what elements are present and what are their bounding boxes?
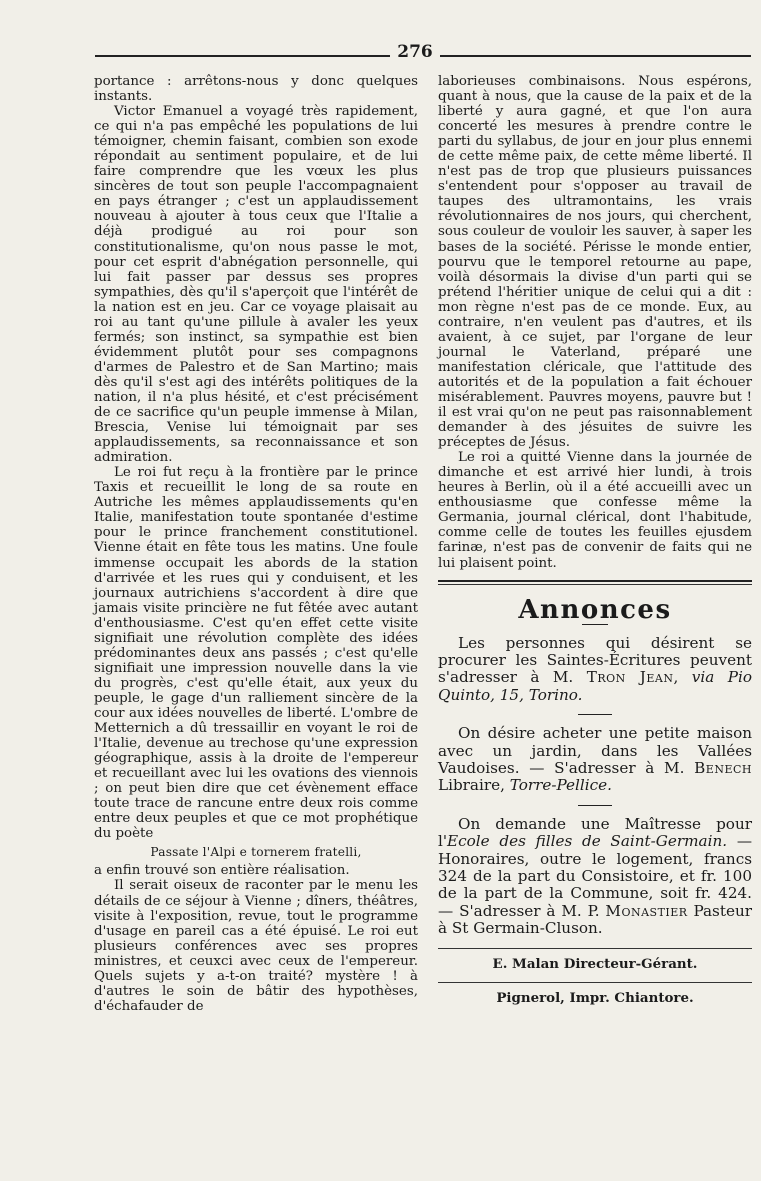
ad-maitresse (438, 816, 752, 938)
section-divider (438, 580, 752, 582)
ad-separator (578, 805, 612, 806)
ad2-contact-name: Benech (694, 759, 752, 778)
annonces-heading: Annonces (518, 594, 672, 625)
page-number: 276 (397, 42, 433, 62)
ad3-school: Ecole des filles de Saint-Germain. (447, 832, 728, 851)
ad3-text-c: Pasteur à St Germain-Cluson. (438, 901, 752, 938)
paragraph-berlin: Le roi a quitté Vienne dans la journée de dimanche et est arrivé hier lundi, à trois heures à Berlin, où il a été accueilli avec un enthousiasme que confesse même la Germania, journal clérical, dont l'habitude, comme celle de toutes les feuilles ejusdem farinæ, n'est pas de convenir de faits qui ne lui plaisent point. (438, 450, 752, 571)
poem-verse: Passate l'Alpi e tornerem fratelli, (150, 845, 362, 860)
paragraph-realisation: a enfin trouvé son entière réalisation. (94, 863, 350, 879)
right-column (438, 74, 752, 1012)
ad2-text-b: Libraire, (438, 776, 510, 795)
ad3-text-b: — Honoraires, outre le logement, francs 324 de la part du Consistoire, et fr. 100 de la part de la Commune, soit fr. 424. — S'adresser à M. P. (438, 832, 753, 920)
paragraph-reception: Le roi fut reçu à la frontière par le prince Taxis et recueillit le long de sa route en Autriche les mêmes applaudissements qu'en Italie, manifestation toute spontanée d'estime pour le prince franchement constitutionel. Vienne était en fête tous les matins. Une foule immense occupait les abords de la station d'arrivée et les rues qui y conduisent, et les journaux autrichiens s'accordent à dire que jamais visite princière ne fut fêtée avec autant d'enthousiasme. C'est qu'en effet cette visite signifiait une révolution complète des idées prédominantes deux ans passés ; c'est qu'elle signifiait une impression nouvelle dans la vie du progrès, c'est qu'elle était, aux yeux du peuple, le gage d'un ralliement sincère de la cour aux idées nouvelles de liberté. L'ombre de Metternich a dû tressaillir en voyant le roi de l'Italie, devenue au trechose qu'une expression géographique, assis à la droite de l'empereur et recueillant avec lui les ovations des viennois ; on peut bien dire que cet évènement efface toute trace de rancune entre deux rois comme entre deux peuples et que ce mot prophétique du poète (94, 465, 418, 842)
left-column (94, 74, 418, 1014)
paragraph-continuation: portance : arrêtons-nous y donc quelques instants. (94, 74, 418, 105)
footer-rule (438, 948, 752, 949)
ad3-contact-name: Monastier (605, 901, 688, 920)
ad-petite-maison (438, 725, 752, 795)
page-header (95, 38, 751, 72)
ad1-text: Les personnes qui désirent se procurer les Saintes-Écritures peuvent s'adresser à M. (438, 633, 752, 687)
ad3-text: On demande une Maîtresse pour l' (438, 814, 752, 851)
section-divider-thin (438, 584, 752, 585)
header-rule-right (440, 55, 751, 57)
ad2-place: Torre-Pellice. (509, 776, 612, 795)
ad-separator (578, 714, 612, 715)
paragraph-victor-emanuel: Victor Emanuel a voyagé très rapidement, ce qui n'a pas empêché les populations de lui témoigner, chemin faisant, combien son exode répondait au sentiment populaire, et de lui faire comprendre que les vœux les plus sincères de tout son peuple l'accompagnaient en pays étranger ; c'est un applaudissement nouveau à ajouter à tous ceux que l'Italie a déjà prodigué au roi pour son constitutionalisme, qu'on nous passe le mot, pour cet esprit d'abnégation personnelle, qui lui fait passer par dessus ses propres sympathies, dès qu'il s'aperçoit que l'intérêt de la nation est en jeu. Car ce voyage plaisait au roi au tant qu'une pillule à avaler les yeux fermés; son instinct, sa sympathie est bien évidemment plutôt pour ses compagnons d'armes de Palestro et de San Martino; mais dès qu'il s'est agi des intérêts politiques de la nation, il n'a plus hésité, et c'est précisément de ce sacrifice qu'un peuple immense à Milan, Brescia, Venise lui témoignait par ses applaudissements, sa reconnaissance et son admiration. (94, 104, 418, 466)
footer-printer: Pignerol, Impr. Chiantore. (496, 989, 694, 1006)
header-rule-left (95, 55, 390, 57)
ad1-sep: , (673, 668, 692, 687)
footer-editor: E. Malan Directeur-Gérant. (492, 955, 698, 972)
paragraph-sejour: Il serait oiseux de raconter par le menu les détails de ce séjour à Vienne ; dîners, théâtres, visite à l'exposition, revue, tout le programme d'usage en pareil cas a été épuisé. Le roi eut plusieurs conférences avec ses propres ministres, et ceuxci avec ceux de l'empereur. Quels sujets y a-t-on traité? mystère ! à d'autres le soin de bâtir des hypothèses, d'échafauder de (94, 878, 418, 1014)
ad1-contact-name: Tron Jean (586, 668, 674, 687)
footer-rule (438, 982, 752, 983)
ad1-address: via Pio Quinto, 15, Torino. (438, 668, 752, 704)
paragraph-combinaisons: laborieuses combinaisons. Nous espérons, quant à nous, que la cause de la paix et de la liberté y aura gagné, et que l'on aura concerté les mesures à prendre contre le parti du syllabus, de jour en jour plus ennemi de cette même paix, de cette même liberté. Il n'est pas de trop que plusieurs puissances s'entendent pour s'opposer au travail de taupes des ultramontains, les vrais révolutionnaires de nos jours, qui cherchent, sous couleur de vouloir les sauver, à saper les bases de la société. Périsse le monde entier, pourvu que le temporel retourne au pape, voilà désormais la divise d'un parti qui se prétend l'héritier unique de celui qui a dit : mon règne n'est pas de ce monde. Eux, au contraire, n'en veulent pas d'autres, et ils avaient, à ce sujet, par l'organe de leur journal le Vaterland, préparé une manifestation cléricale, que l'attitude des autorités et de la population a fait échouer misérablement. Pauvres moyens, pauvre but ! il est vrai qu'on ne peut pas raisonnablement demander à des jésuites de suivre les préceptes de Jésus. (438, 74, 752, 451)
ad2-text: On désire acheter une petite maison avec un jardin, dans les Vallées Vaudoises. — S'adresser à M. (438, 724, 752, 778)
ad-saintes-ecritures (438, 635, 752, 705)
